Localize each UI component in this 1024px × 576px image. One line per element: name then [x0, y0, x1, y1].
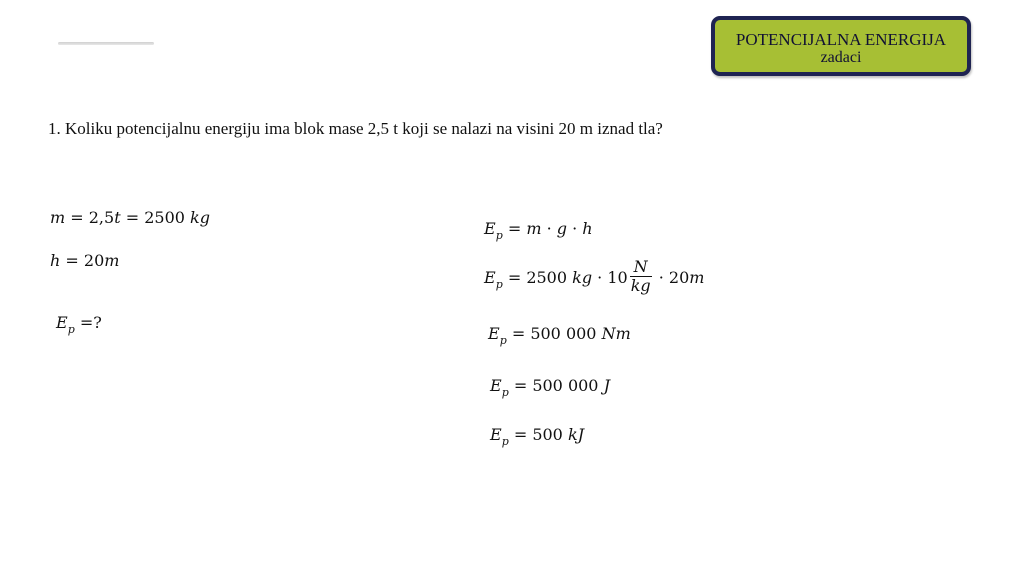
formula-step-3 [488, 324, 631, 347]
step4-rhs: = 500 000 [508, 376, 604, 395]
mass-symbol: m [50, 208, 66, 227]
title-box [711, 16, 971, 76]
step2-unit-m: m [689, 268, 705, 287]
step2-rhs-c: · 20 [653, 268, 690, 287]
task-question: 1. Koliku potencijalnu energiju ima blok mase 2,5 t koji se nalazi na visini 20 m iznad tla? [48, 119, 663, 138]
energy-subscript: p [67, 323, 75, 336]
step1-lhs: E [484, 219, 496, 238]
unknown-rhs: =? [74, 313, 102, 332]
step5-rhs: = 500 [508, 425, 568, 444]
step2-lhs: E [484, 268, 496, 287]
slide-subtitle: zadaci [820, 49, 862, 66]
step2-unit-kg: kg [572, 268, 593, 287]
given-height [50, 251, 119, 270]
formula-step-4 [490, 376, 610, 399]
step5-lhs: E [490, 425, 502, 444]
formula-step-2 [484, 257, 705, 297]
step3-unit: Nm [601, 324, 631, 343]
step1-h: h [582, 219, 593, 238]
height-symbol: h [50, 251, 61, 270]
given-mass [50, 208, 210, 227]
step2-rhs-a: = 2500 [502, 268, 573, 287]
step2-fraction [630, 258, 652, 295]
step4-sub: p [501, 386, 509, 399]
step1-dot2: · [567, 219, 583, 238]
fraction-denominator: kg [630, 276, 651, 295]
mass-eq1: = 2,5 [65, 208, 115, 227]
step3-sub: p [499, 334, 507, 347]
step2-rhs-b: · 10 [592, 268, 628, 287]
step4-unit: J [603, 376, 610, 395]
step1-g: g [556, 219, 567, 238]
unknown-energy [56, 313, 102, 336]
step5-sub: p [501, 435, 509, 448]
step1-m: m [526, 219, 542, 238]
step1-eq: = [502, 219, 527, 238]
height-unit: m [104, 251, 120, 270]
step4-lhs: E [490, 376, 502, 395]
step1-dot1: · [541, 219, 557, 238]
step3-rhs: = 500 000 [506, 324, 602, 343]
mass-unit-t: t [114, 208, 121, 227]
step3-lhs: E [488, 324, 500, 343]
formula-step-5 [490, 425, 585, 448]
fraction-numerator: N [633, 257, 648, 276]
formula-step-1 [484, 219, 593, 242]
slide-title: POTENCIJALNA ENERGIJA [735, 30, 947, 49]
decorative-line [58, 42, 154, 45]
mass-unit-kg: kg [190, 208, 210, 227]
step1-sub: p [495, 229, 503, 242]
mass-eq2: = 2500 [120, 208, 191, 227]
step5-unit: kJ [567, 425, 585, 444]
energy-symbol: E [56, 313, 68, 332]
step2-sub: p [495, 278, 503, 291]
height-eq: = 20 [60, 251, 105, 270]
